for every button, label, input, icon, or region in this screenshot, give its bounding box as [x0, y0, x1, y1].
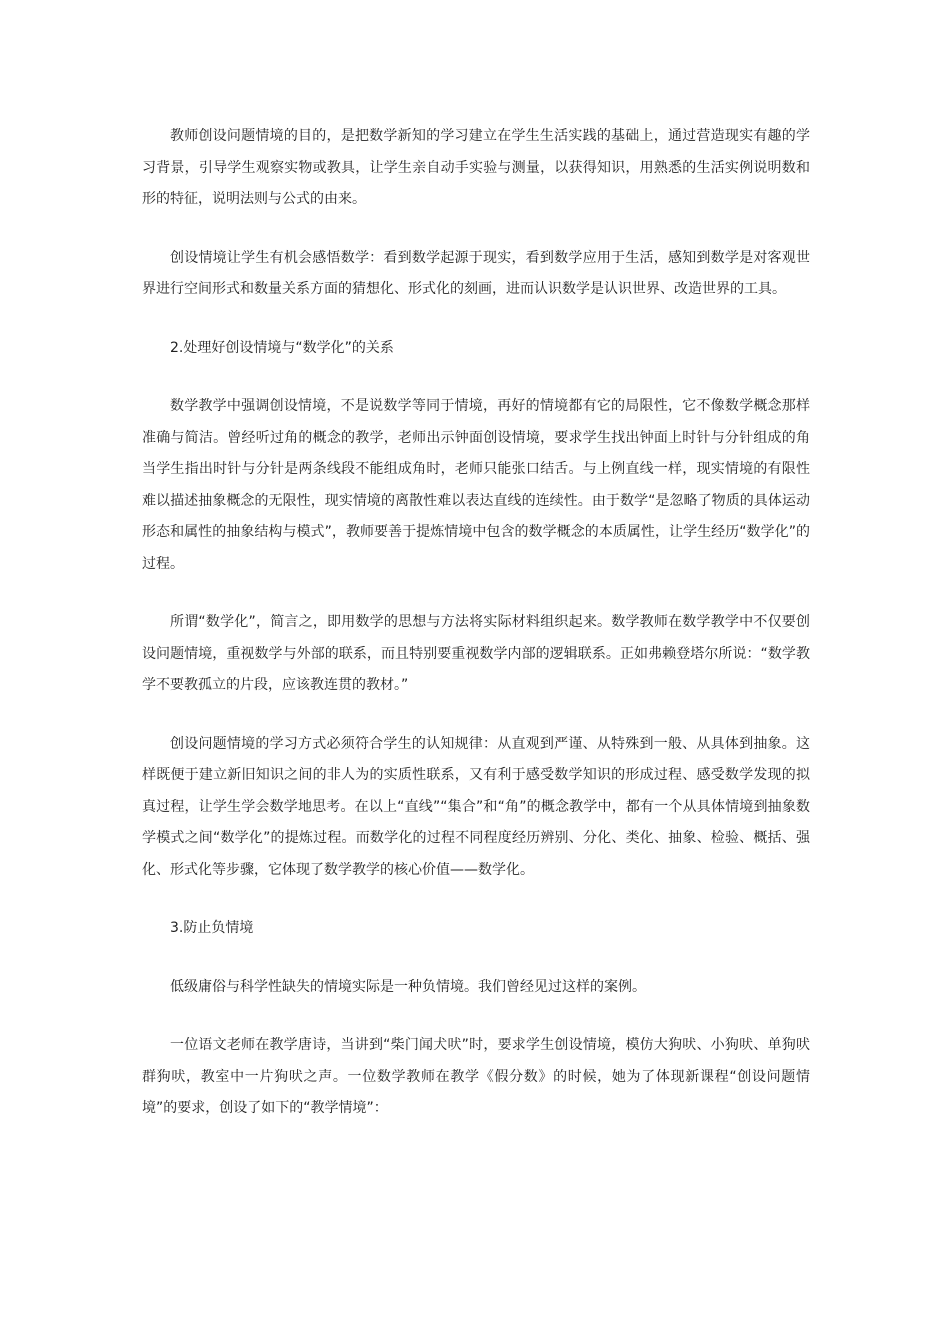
paragraph-3: 数学教学中强调创设情境，不是说数学等同于情境，再好的情境都有它的局限性，它不像数学概念那样准确与简洁。曾经听过角的概念的教学，老师出示钟面创设情境，要求学生找出钟面上时针与分针组成的角当学生指出时针与分针是两条线段不能组成角时，老师只能张口结舌。与上例直线一样，现实情境的有限性难以描述抽象概念的无限性，现实情境的离散性难以表达直线的连续性。由于数学“是忽略了物质的具体运动形态和属性的抽象结构与模式”，教师要善于提炼情境中包含的数学概念的本质属性，让学生经历“数学化”的过程。: [142, 398, 810, 572]
paragraph-5: 创设问题情境的学习方式必须符合学生的认知规律：从直观到严谨、从特殊到一般、从具体到抽象。这样既便于建立新旧知识之间的非人为的实质性联系，又有利于感受数学知识的形成过程、感受数学发现的拟真过程，让学生学会数学地思考。在以上“直线”“集合”和“角”的概念教学中，都有一个从具体情境到抽象数学模式之间“数学化”的提炼过程。而数学化的过程不同程度经历辨别、分化、类化、抽象、检验、概括、强化、形式化等步骤，它体现了数学教学的核心价值——数学化。: [142, 735, 810, 878]
paragraph-7: 一位语文老师在教学唐诗，当讲到“柴门闻犬吠”时，要求学生创设情境，模仿大狗吠、小狗吠、单狗吠群狗吠，教室中一片狗吠之声。一位数学教师在教学《假分数》的时候，她为了体现新课程“创设问题情境”的要求，创设了如下的“教学情境”：: [142, 1037, 810, 1116]
paragraph-4: 所谓“数学化”，简言之，即用数学的思想与方法将实际材料组织起来。数学教师在数学教学中不仅要创设问题情境，重视数学与外部的联系，而且特别要重视数学内部的逻辑联系。正如弗赖登塔尔所说：“数学教学不要教孤立的片段，应该教连贯的教材。”: [142, 614, 810, 693]
paragraph-6: 低级庸俗与科学性缺失的情境实际是一种负情境。我们曾经见过这样的案例。: [170, 978, 646, 995]
section-heading-3: 3.防止负情境: [170, 920, 254, 936]
section-heading-2: 2.处理好创设情境与“数学化”的关系: [170, 339, 394, 356]
paragraph-1: 教师创设问题情境的目的，是把数学新知的学习建立在学生生活实践的基础上，通过营造现实有趣的学习背景，引导学生观察实物或教具，让学生亲自动手实验与测量，以获得知识，用熟悉的生活实例说明数和形的特征，说明法则与公式的由来。: [142, 128, 810, 207]
document-body: [142, 121, 810, 1152]
paragraph-2: 创设情境让学生有机会感悟数学：看到数学起源于现实，看到数学应用于生活，感知到数学是对客观世界进行空间形式和数量关系方面的猜想化、形式化的刻画，进而认识数学是认识世界、改造世界的工具。: [142, 249, 810, 297]
